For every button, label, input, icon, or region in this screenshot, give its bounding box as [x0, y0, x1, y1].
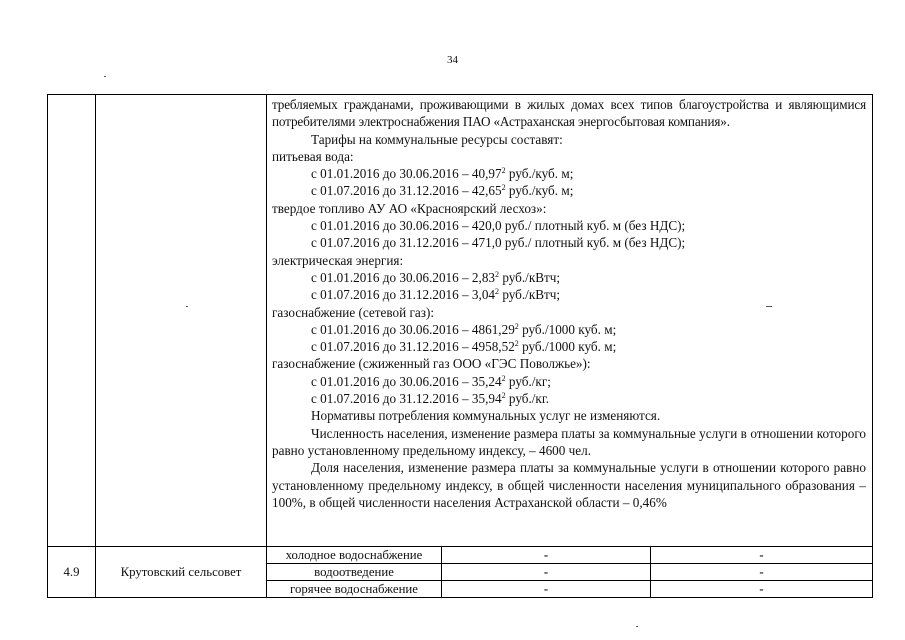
- value-cell: -: [442, 581, 651, 598]
- resource-name: твердое топливо АУ АО «Красноярский лесхоз»:: [272, 200, 547, 216]
- tariffs-heading: Тарифы на коммунальные ресурсы составят:: [311, 131, 563, 147]
- intro-paragraph: требляемых гражданами, проживающими в жилых домах всех типов благоустройства и являющимися потребителями электроснабжения ПАО «Астраханская энергосбытовая компания».: [272, 97, 866, 130]
- number-cell: [48, 95, 96, 547]
- scan-speck: [636, 626, 638, 627]
- row-number: 4.9: [48, 547, 96, 598]
- tariff-line: [272, 390, 866, 407]
- page-number: 34: [447, 54, 458, 66]
- resource-name: электрическая энергия:: [272, 252, 404, 268]
- tariff-value: с 01.07.2016 до 31.12.2016 – 3,04: [311, 287, 496, 303]
- service-label: водоотведение: [267, 564, 442, 581]
- tariff-line: [272, 269, 866, 286]
- tariff-value: с 01.07.2016 до 31.12.2016 – 35,94: [311, 391, 502, 407]
- footnote-marker: 2: [495, 269, 500, 279]
- tariff-value: с 01.07.2016 до 31.12.2016 – 4958,52: [311, 339, 515, 355]
- tariff-line: [272, 321, 866, 338]
- tariff-unit: руб./1000 куб. м;: [518, 339, 617, 355]
- tariff-value: с 01.01.2016 до 30.06.2016 – 2,83: [311, 269, 496, 285]
- name-cell: [96, 95, 267, 547]
- tariff-line: [272, 338, 866, 355]
- tariff-unit: руб./кг;: [505, 373, 551, 389]
- tariff-unit: руб./кВтч;: [499, 287, 561, 303]
- tariff-unit: руб./1000 куб. м;: [518, 321, 617, 337]
- resource-name: газоснабжение (сжиженный газ ООО «ГЭС Поволжье»):: [272, 356, 591, 372]
- footnote-marker: 2: [501, 183, 506, 193]
- population-paragraph: Численность населения, изменение размера платы за коммунальные услуги в отношении которого равно установленному предельному индексу, – 4600 чел.: [272, 425, 866, 458]
- tariff-line: [272, 234, 866, 251]
- tariff-unit: руб./куб. м;: [505, 183, 574, 199]
- service-label: холодное водоснабжение: [267, 547, 442, 564]
- scan-speck: [104, 76, 106, 77]
- share-paragraph: Доля населения, изменение размера платы за коммунальные услуги в отношении которого равно установленному предельному индексу, в общей численности населения муниципального образования – 100%, в общей численности населения Астраханской области – 0,46%: [272, 460, 866, 510]
- footnote-marker: 2: [514, 339, 519, 349]
- description-cell: [267, 95, 873, 547]
- tariff-value: с 01.01.2016 до 30.06.2016 – 40,97: [311, 166, 502, 182]
- tariff-value: с 01.01.2016 до 30.06.2016 – 4861,29: [311, 321, 515, 337]
- normatives-text: Нормативы потребления коммунальных услуг не изменяются.: [311, 408, 661, 424]
- tariff-line: [272, 165, 866, 182]
- tariff-line: [272, 182, 866, 199]
- tariff-line: [272, 373, 866, 390]
- resource-name: питьевая вода:: [272, 148, 354, 164]
- value-cell: -: [651, 547, 873, 564]
- value-cell: -: [651, 581, 873, 598]
- municipality-name: Крутовский сельсовет: [96, 547, 267, 598]
- value-cell: -: [651, 564, 873, 581]
- tariff-table: [47, 94, 873, 598]
- tariff-unit: руб./кВтч;: [499, 269, 561, 285]
- tariff-value: с 01.07.2016 до 31.12.2016 – 471,0 руб./ плотный куб. м (без НДС);: [311, 235, 686, 251]
- table-row: [48, 547, 873, 564]
- footnote-marker: 2: [501, 373, 506, 383]
- tariff-line: [272, 217, 866, 234]
- service-label: горячее водоснабжение: [267, 581, 442, 598]
- table-row-continuation: [48, 95, 873, 547]
- footnote-marker: 2: [495, 287, 500, 297]
- tariff-unit: руб./куб. м;: [505, 166, 574, 182]
- resource-name: газоснабжение (сетевой газ):: [272, 304, 435, 320]
- resources-list: [272, 148, 866, 407]
- tariff-value: с 01.01.2016 до 30.06.2016 – 420,0 руб./ плотный куб. м (без НДС);: [311, 218, 686, 234]
- footnote-marker: 2: [501, 391, 506, 401]
- footnote-marker: 2: [514, 321, 519, 331]
- tariff-unit: руб./кг.: [505, 391, 550, 407]
- tariff-value: с 01.07.2016 до 31.12.2016 – 42,65: [311, 183, 502, 199]
- value-cell: -: [442, 564, 651, 581]
- tariff-value: с 01.01.2016 до 30.06.2016 – 35,24: [311, 373, 502, 389]
- footnote-marker: 2: [501, 166, 506, 176]
- tariff-line: [272, 286, 866, 303]
- value-cell: -: [442, 547, 651, 564]
